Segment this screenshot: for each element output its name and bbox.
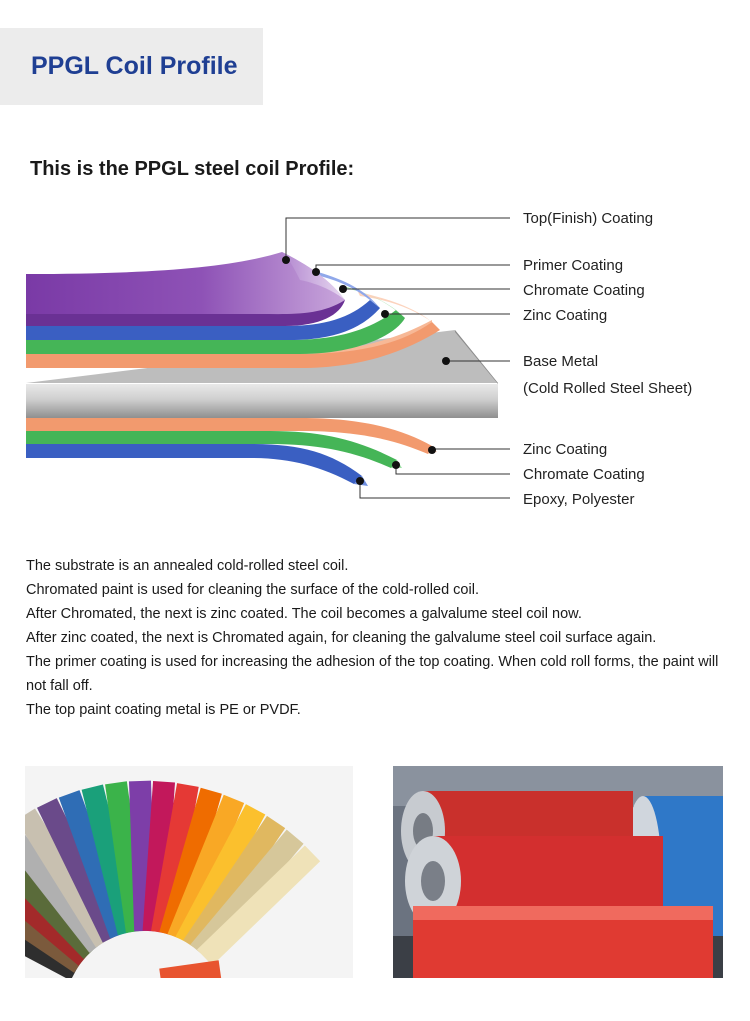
section-heading: This is the PPGL steel coil Profile:	[30, 158, 355, 180]
label-zinc-coating-top: Zinc Coating	[523, 307, 608, 324]
red-coil-front	[413, 906, 713, 978]
label-base-metal: Base Metal	[523, 353, 599, 370]
description-line: Chromated paint is used for cleaning the surface of the cold-rolled coil.	[26, 582, 479, 598]
label-chromate-coating-top: Chromate Coating	[523, 282, 645, 299]
description-text	[26, 554, 726, 722]
label-chromate-coating-bottom: Chromate Coating	[523, 466, 645, 483]
description-line: The primer coating is used for increasing the adhesion of the top coating. When cold roll forms, the paint will not fall off.	[26, 654, 719, 694]
title-banner	[0, 28, 263, 105]
page-title: PPGL Coil Profile	[31, 52, 238, 80]
description-line: The top paint coating metal is PE or PVDF.	[26, 702, 301, 718]
coil-profile-diagram	[0, 200, 750, 520]
color-swatch-fan-image	[25, 766, 353, 978]
coated-coils-image	[393, 766, 723, 978]
label-top-finish-coating: Top(Finish) Coating	[523, 210, 654, 227]
label-primer-coating: Primer Coating	[523, 257, 624, 274]
description-line: After Chromated, the next is zinc coated. The coil becomes a galvalume steel coil now.	[26, 606, 582, 622]
label-zinc-coating-bottom: Zinc Coating	[523, 441, 608, 458]
label-epoxy-polyester: Epoxy, Polyester	[523, 491, 635, 508]
description-line: The substrate is an annealed cold-rolled steel coil.	[26, 558, 349, 574]
bottom-epoxy-layer	[26, 444, 368, 486]
description-line: After zinc coated, the next is Chromated again, for cleaning the galvalume steel coil surface again.	[26, 630, 657, 646]
top-finish-layer	[26, 252, 345, 326]
label-base-metal-note: (Cold Rolled Steel Sheet)	[523, 380, 693, 397]
